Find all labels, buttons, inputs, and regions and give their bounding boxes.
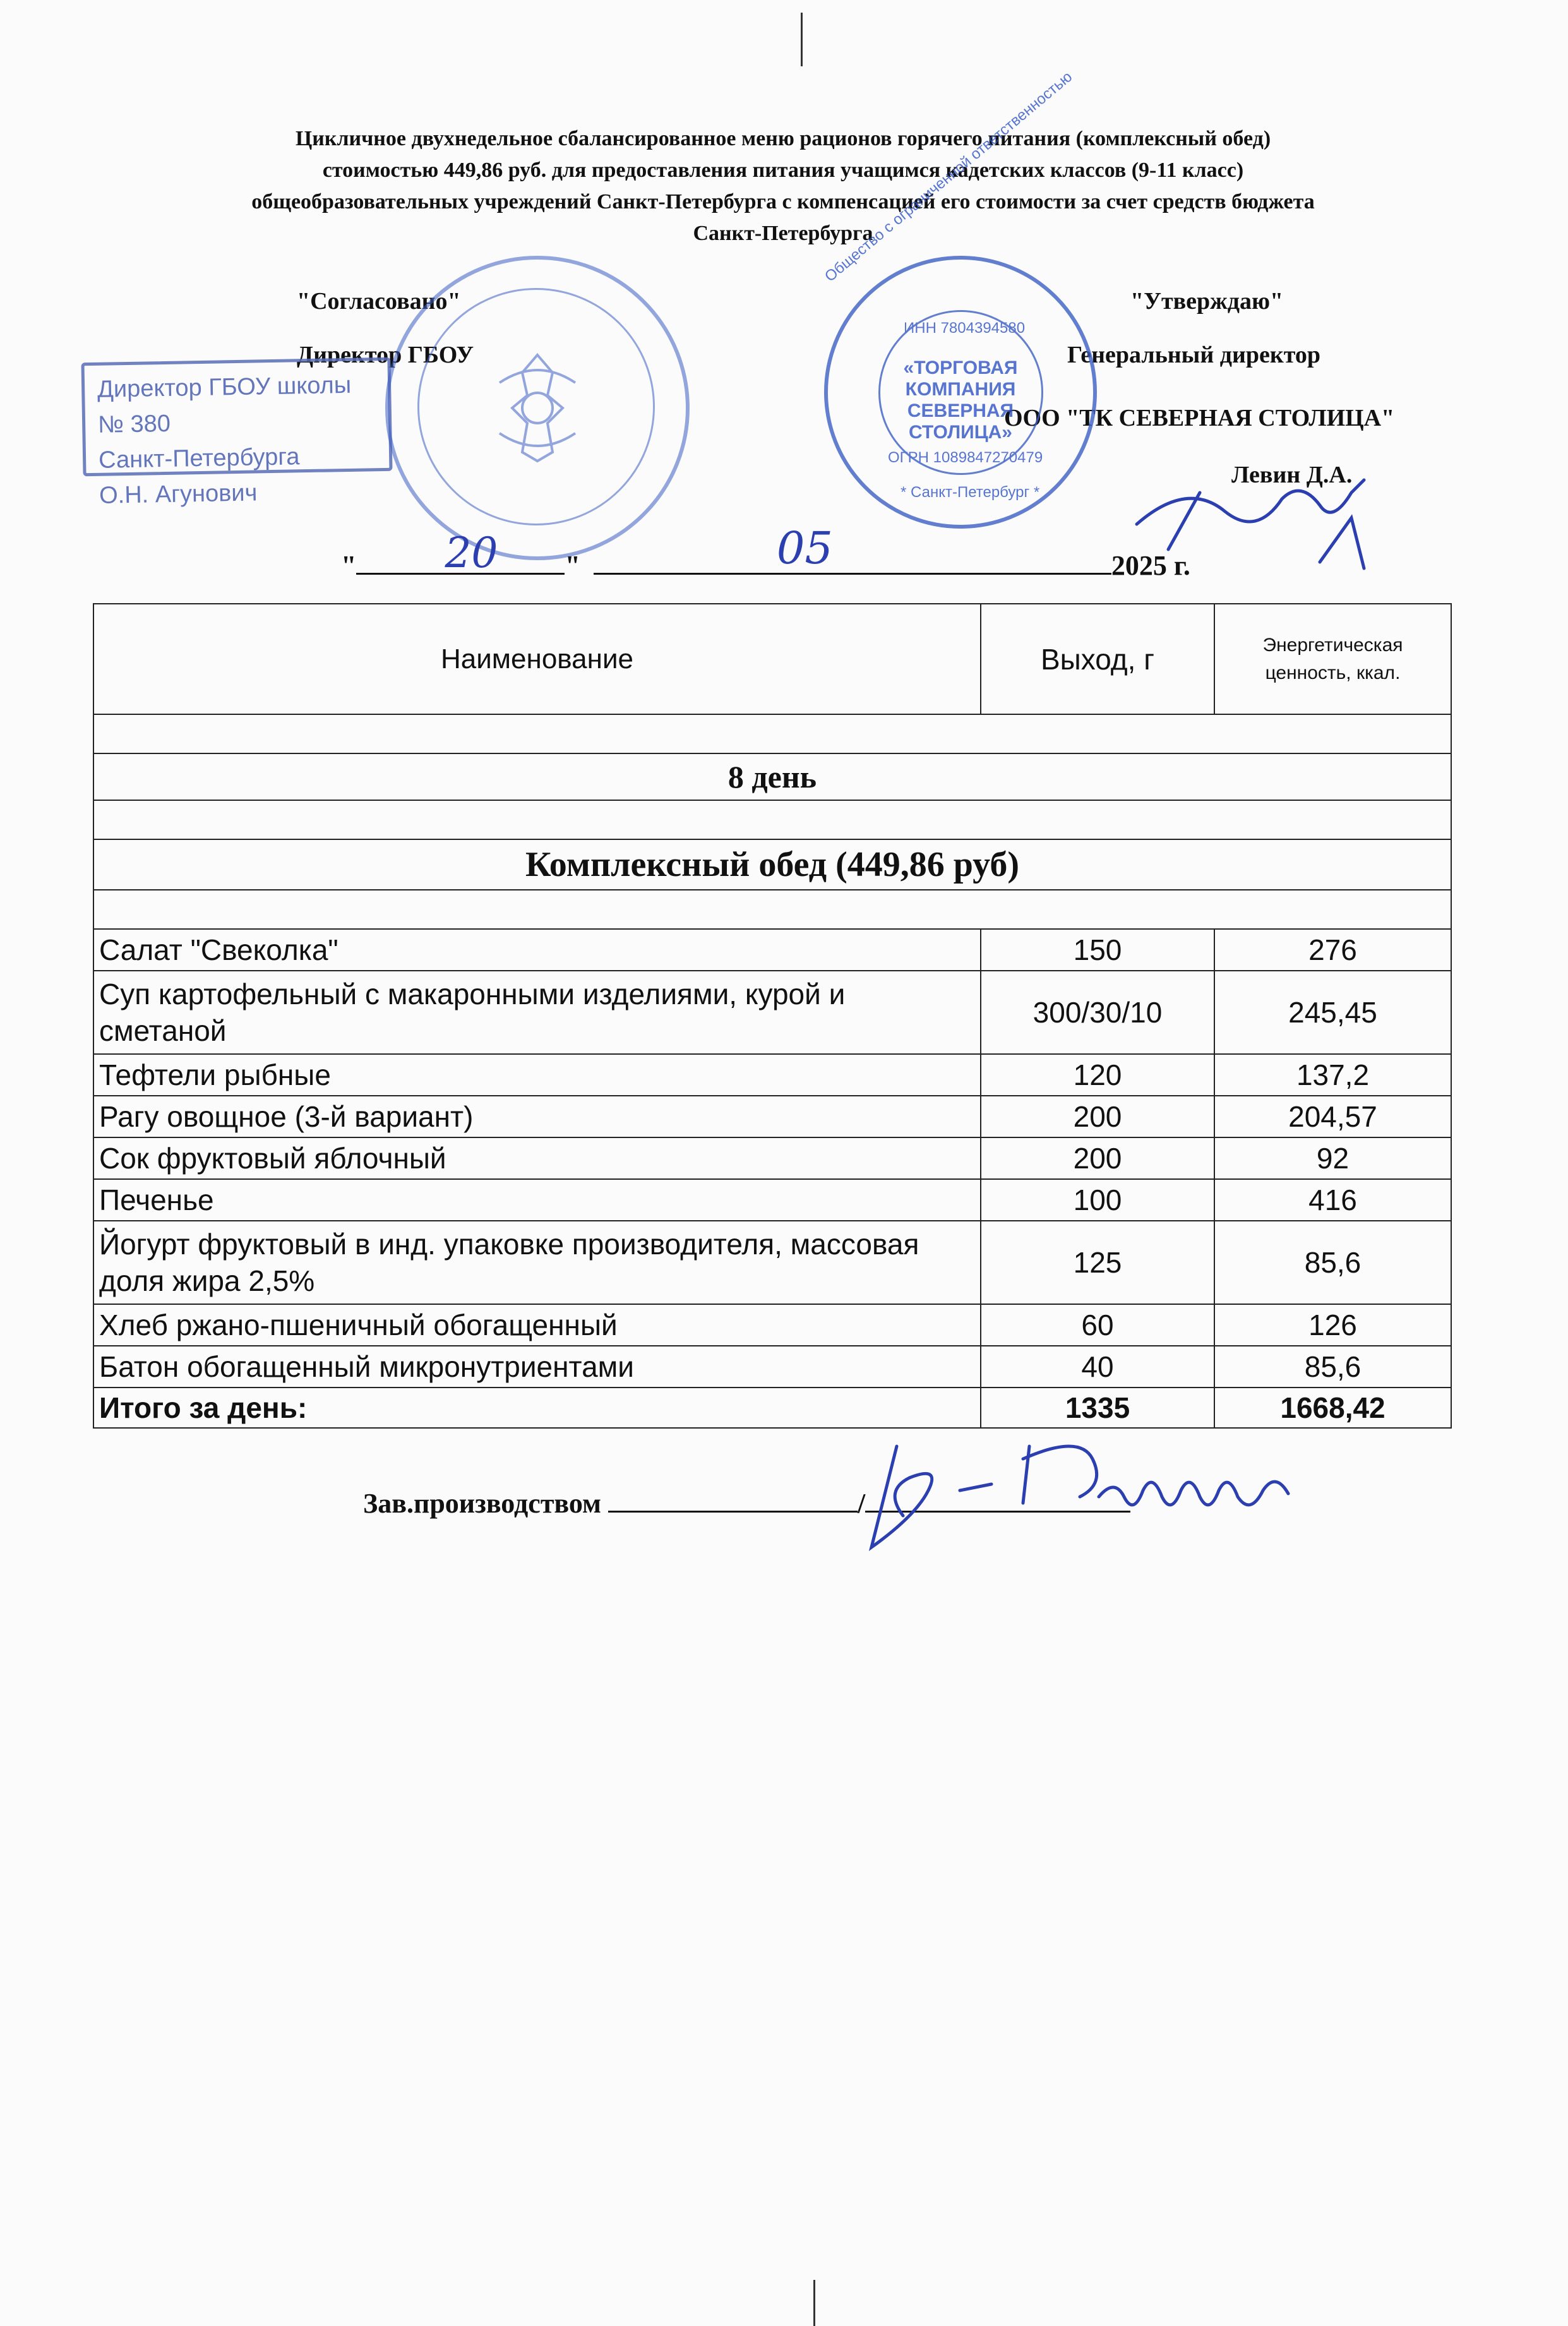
menu-table	[93, 603, 1452, 1429]
item-energy: 245,45	[1214, 971, 1451, 1054]
item-yield: 200	[981, 1096, 1214, 1137]
meal-section-label: Комплексный обед (449,86 руб)	[93, 839, 1451, 890]
spacer-cell	[93, 800, 1451, 839]
item-yield: 300/30/10	[981, 971, 1214, 1054]
approval-left-label: "Согласовано"	[297, 288, 461, 315]
day-row	[93, 753, 1451, 800]
item-energy: 85,6	[1214, 1346, 1451, 1388]
company-stamp-city: * Санкт-Петербург *	[901, 484, 1040, 501]
approval-right-label: "Утверждаю"	[1130, 288, 1284, 315]
school-stamp	[81, 357, 392, 509]
item-energy: 204,57	[1214, 1096, 1451, 1137]
header-name: Наименование	[93, 604, 981, 714]
title-line-1: Цикличное двухнедельное сбалансированное меню рационов горячего питания (комплексный обед)	[295, 127, 1271, 150]
item-yield: 40	[981, 1346, 1214, 1388]
item-energy: 137,2	[1214, 1054, 1451, 1096]
item-yield: 120	[981, 1054, 1214, 1096]
header-yield: Выход, г	[981, 604, 1214, 714]
school-round-seal	[385, 256, 690, 560]
meal-section-row	[93, 839, 1451, 890]
item-name: Сок фруктовый яблочный	[93, 1137, 981, 1179]
day-label: 8 день	[93, 753, 1451, 800]
item-yield: 150	[981, 929, 1214, 971]
item-yield: 125	[981, 1221, 1214, 1304]
date-day-blank	[356, 529, 565, 577]
company-round-stamp	[822, 68, 1097, 529]
item-name: Печенье	[93, 1179, 981, 1221]
company-stamp-inn: ИНН 7804394580	[904, 320, 1026, 337]
school-stamp-line-1: Директор ГБОУ школы № 380	[97, 371, 352, 438]
total-yield: 1335	[981, 1388, 1214, 1428]
document-title	[88, 123, 1478, 249]
item-yield: 200	[981, 1137, 1214, 1179]
item-energy: 276	[1214, 929, 1451, 971]
spacer-cell	[93, 890, 1451, 929]
company-stamp-center	[882, 357, 1039, 443]
scan-fold-mark-top	[801, 13, 803, 66]
spacer-row	[93, 890, 1451, 929]
table-row	[93, 929, 1451, 971]
date-close-quote: "	[565, 550, 580, 581]
company-stamp-center-line-1: «ТОРГОВАЯ	[903, 357, 1018, 378]
approval-right-name: Левин Д.А.	[1231, 462, 1353, 488]
date-day: 20	[445, 529, 498, 577]
title-line-4: Санкт-Петербурга	[693, 222, 873, 245]
header-energy: Энергетическая ценность, ккал.	[1214, 604, 1451, 714]
item-name: Йогурт фруктовый в инд. упаковке производителя, массовая доля жира 2,5%	[93, 1221, 981, 1304]
date-year: 2025 г.	[1111, 550, 1190, 581]
date-month-blank	[594, 522, 1111, 575]
company-stamp-ring-top: Общество с ограниченной ответственностью	[822, 68, 1076, 285]
table-row	[93, 1137, 1451, 1179]
table-row	[93, 1096, 1451, 1137]
item-yield: 60	[981, 1304, 1214, 1346]
approval-date	[341, 522, 1190, 582]
approval-right-position: Генеральный директор	[1067, 342, 1321, 368]
approval-left-position: Директор ГБОУ	[297, 342, 474, 368]
title-line-3: общеобразовательных учреждений Санкт-Петербурга с компенсацией его стоимости за счет средств бюджета	[251, 190, 1315, 213]
item-name: Хлеб ржано-пшеничный обогащенный	[93, 1304, 981, 1346]
approval-right-company: ООО "ТК СЕВЕРНАЯ СТОЛИЦА"	[1004, 405, 1395, 431]
company-stamp-center-line-2: КОМПАНИЯ	[905, 379, 1016, 400]
item-name: Тефтели рыбные	[93, 1054, 981, 1096]
table-row	[93, 1221, 1451, 1304]
item-energy: 85,6	[1214, 1221, 1451, 1304]
spacer-row	[93, 800, 1451, 839]
total-energy: 1668,42	[1214, 1388, 1451, 1428]
company-stamp-center-line-4: СТОЛИЦА»	[909, 422, 1012, 443]
spacer-row	[93, 714, 1451, 753]
date-month: 05	[776, 522, 833, 574]
item-energy: 92	[1214, 1137, 1451, 1179]
company-stamp-ogrn: ОГРН 1089847270479	[888, 449, 1043, 466]
item-energy: 416	[1214, 1179, 1451, 1221]
total-label: Итого за день:	[93, 1388, 981, 1428]
production-manager-signature	[751, 1421, 1320, 1573]
table-row	[93, 1304, 1451, 1346]
company-stamp-center-line-3: СЕВЕРНАЯ	[907, 400, 1014, 421]
table-row	[93, 1054, 1451, 1096]
table-row	[93, 971, 1451, 1054]
table-row	[93, 1179, 1451, 1221]
item-name: Суп картофельный с макаронными изделиями, курой и сметаной	[93, 971, 981, 1054]
footer-separator: /	[858, 1488, 866, 1519]
item-name: Рагу овощное (3-й вариант)	[93, 1096, 981, 1137]
item-energy: 126	[1214, 1304, 1451, 1346]
item-name: Салат "Свеколка"	[93, 929, 981, 971]
date-open-quote: "	[341, 550, 357, 581]
item-name: Батон обогащенный микронутриентами	[93, 1346, 981, 1388]
school-stamp-line-3: О.Н. Агунович	[99, 479, 258, 509]
table-header-row	[93, 604, 1451, 714]
table-row	[93, 1346, 1451, 1388]
title-line-2: стоимостью 449,86 руб. для предоставления питания учащимся кадетских классов (9-11 класс)	[322, 159, 1244, 182]
item-yield: 100	[981, 1179, 1214, 1221]
school-stamp-line-2: Санкт-Петербурга	[98, 443, 300, 474]
scan-fold-mark-bottom	[813, 2280, 815, 2326]
footer-label: Зав.производством	[363, 1488, 602, 1519]
coat-of-arms-icon	[474, 345, 601, 471]
spacer-cell	[93, 714, 1451, 753]
